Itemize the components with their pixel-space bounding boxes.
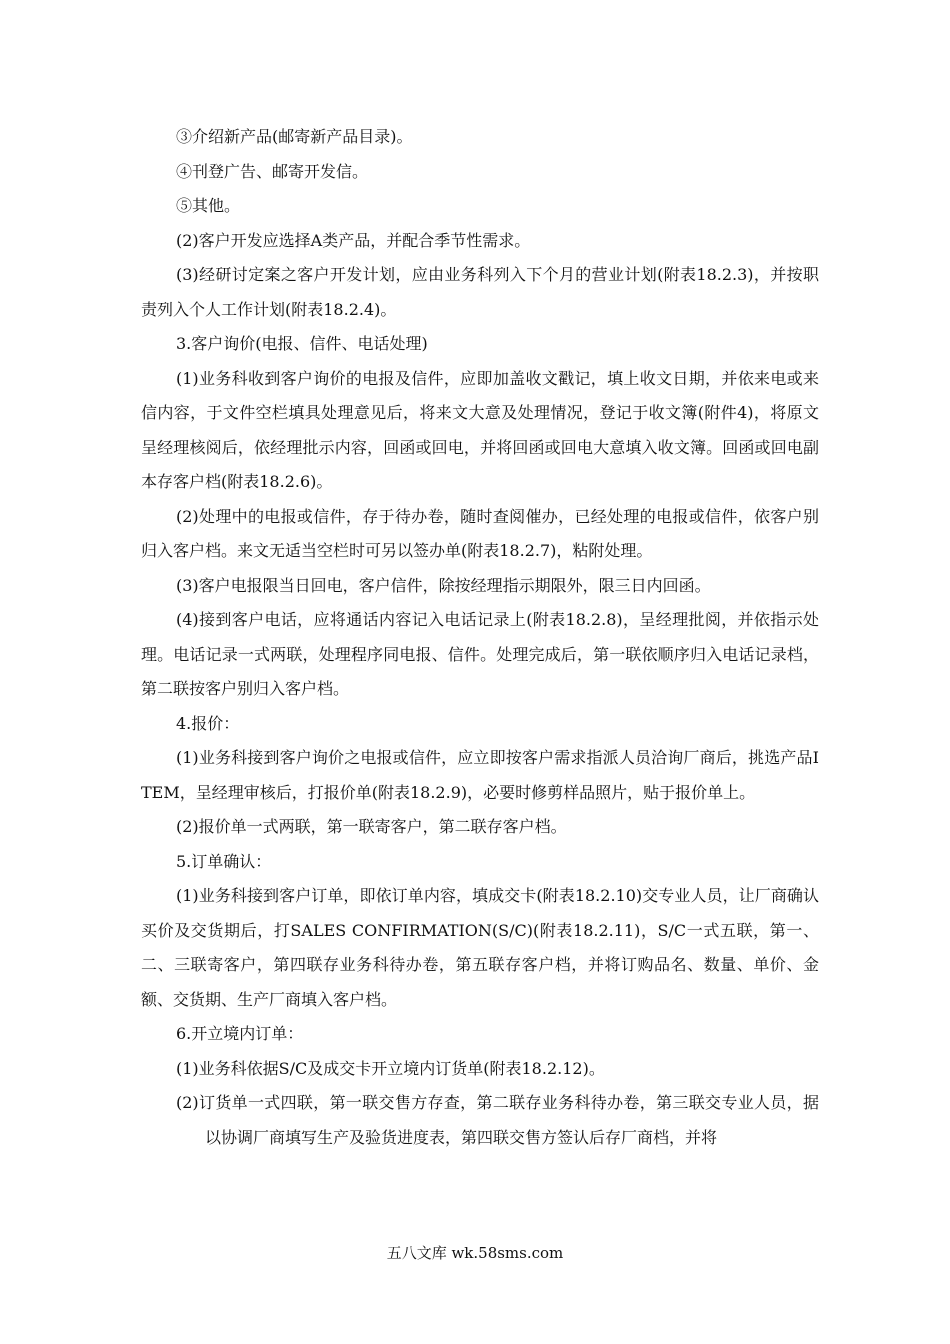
footer-watermark: 五八文库 wk.58sms.com (386, 1244, 564, 1262)
paragraph: (1)业务科接到客户订单，即依订单内容，填成交卡(附表18.2.10)交专业人员，让厂商确认买价及交货期后，打SALES CONFIRMATION(S/C)(附表18.2.11)，S/C一式五联，第一、二、三联寄客户，第四联存业务科待办卷，第五联存客户档，并将订购品名、数量、单价、金额、交货期、生产厂商填入客户档。 (141, 886, 819, 1009)
paragraph: (1)业务科接到客户询价之电报或信件，应立即按客户需求指派人员洽询厂商后，挑选产品ITEM，呈经理审核后，打报价单(附表18.2.9)，必要时修剪样品照片，贴于报价单上。 (141, 748, 819, 802)
section-heading: 5.订单确认： (176, 851, 272, 871)
paragraph: (1)业务科依据S/C及成交卡开立境内订货单(附表18.2.12)。 (176, 1058, 605, 1078)
paragraph: (3)客户电报限当日回电，客户信件，除按经理指示期限外，限三日内回函。 (176, 575, 711, 595)
paragraph: (4)接到客户电话，应将通话内容记入电话记录上(附表18.2.8)，呈经理批阅，并依指示处理。电话记录一式两联，处理程序同电报、信件。处理完成后，第一联依顺序归入电话记录档，第二联按客户别归入客户档。 (141, 610, 819, 698)
paragraph: (2)处理中的电报或信件，存于待办卷，随时查阅催办，已经处理的电报或信件，依客户别归入客户档。来文无适当空栏时可另以签办单(附表18.2.7)，粘附处理。 (141, 506, 819, 560)
document-body (141, 120, 819, 1155)
paragraph: (3)经研讨定案之客户开发计划，应由业务科列入下个月的营业计划(附表18.2.3)，并按职责列入个人工作计划(附表18.2.4)。 (141, 265, 819, 319)
section-heading: 6.开立境内订单： (176, 1024, 304, 1043)
paragraph: ④刊登广告、邮寄开发信。 (176, 161, 369, 181)
paragraph: ⑤其他。 (176, 196, 241, 215)
paragraph: (2)客户开发应选择A类产品，并配合季节性需求。 (176, 230, 531, 250)
section-heading: 4.报价： (176, 713, 240, 733)
paragraph: (2)报价单一式两联，第一联寄客户，第二联存客户档。 (176, 817, 567, 836)
section-heading: 3.客户询价(电报、信件、电话处理) (176, 334, 428, 353)
paragraph: ③介绍新产品(邮寄新产品目录)。 (176, 127, 413, 146)
paragraph: (1)业务科收到客户询价的电报及信件，应即加盖收文戳记，填上收文日期，并依来电或来信内容，于文件空栏填具处理意见后，将来文大意及处理情况，登记于收文簿(附件4)，将原文呈经理核阅后，依经理批示内容，回函或回电，并将回函或回电大意填入收文簿。回函或回电副本存客户档(附表18.2.6)。 (141, 368, 819, 491)
paragraph: (2)订货单一式四联，第一联交售方存查，第二联存业务科待办卷，第三联交专业人员，据以协调厂商填写生产及验货进度表，第四联交售方签认后存厂商档，并将 (176, 1093, 819, 1147)
